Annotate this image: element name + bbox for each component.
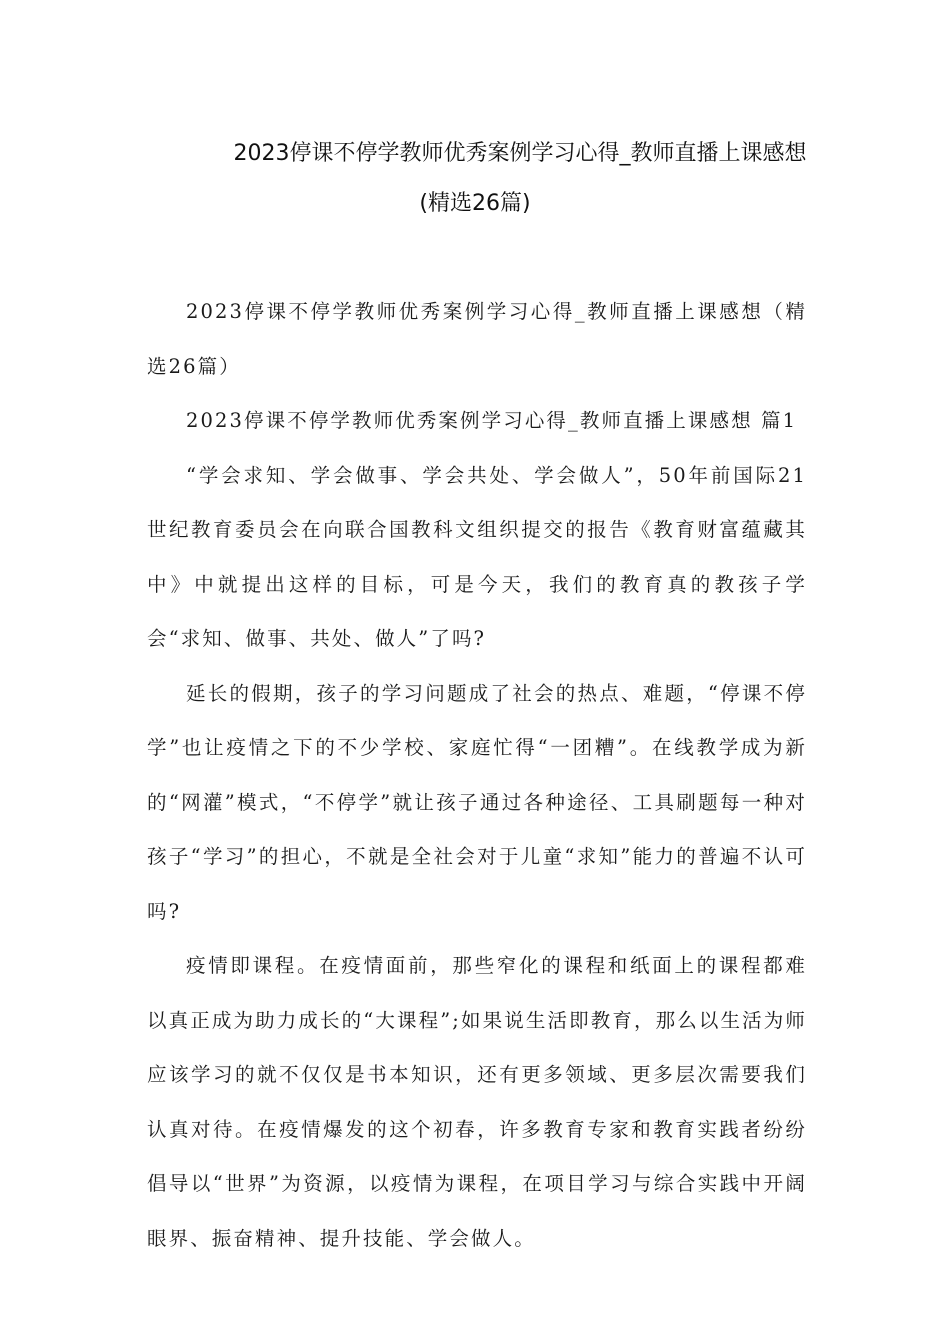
paragraph-heading-repeat: 2023停课不停学教师优秀案例学习心得_教师直播上课感想（精选26篇）: [147, 300, 807, 378]
paragraph: “学会求知、学会做事、学会共处、学会做人”，50年前国际21世纪教育委员会在向联合国教科文组织提交的报告《教育财富蕴藏其中》中就提出这样的目标，可是今天，我们的教育真的教孩子学会“求知、做事、共处、做人”了吗?: [147, 463, 807, 650]
paragraph: 延长的假期，孩子的学习问题成了社会的热点、难题，“停课不停学”也让疫情之下的不少学校、家庭忙得“一团糟”。在线教学成为新的“网灌”模式，“不停学”就让孩子通过各种途径、工具刷题每一种对孩子“学习”的担心，不就是全社会对于儿童“求知”能力的普遍不认可吗?: [147, 681, 807, 923]
document-subtitle: (精选26篇): [419, 191, 531, 216]
document-body: [147, 285, 807, 1266]
paragraph-section-heading: 2023停课不停学教师优秀案例学习心得_教师直播上课感想 篇1: [186, 409, 798, 432]
document-title: 2023停课不停学教师优秀案例学习心得_教师直播上课感想: [233, 141, 807, 166]
paragraph: 疫情即课程。在疫情面前，那些窄化的课程和纸面上的课程都难以真正成为助力成长的“大课程”;如果说生活即教育，那么以生活为师应该学习的就不仅仅是书本知识，还有更多领域、更多层次需要我们认真对待。在疫情爆发的这个初春，许多教育专家和教育实践者纷纷倡导以“世界”为资源，以疫情为课程，在项目学习与综合实践中开阔眼界、振奋精神、提升技能、学会做人。: [147, 954, 807, 1250]
